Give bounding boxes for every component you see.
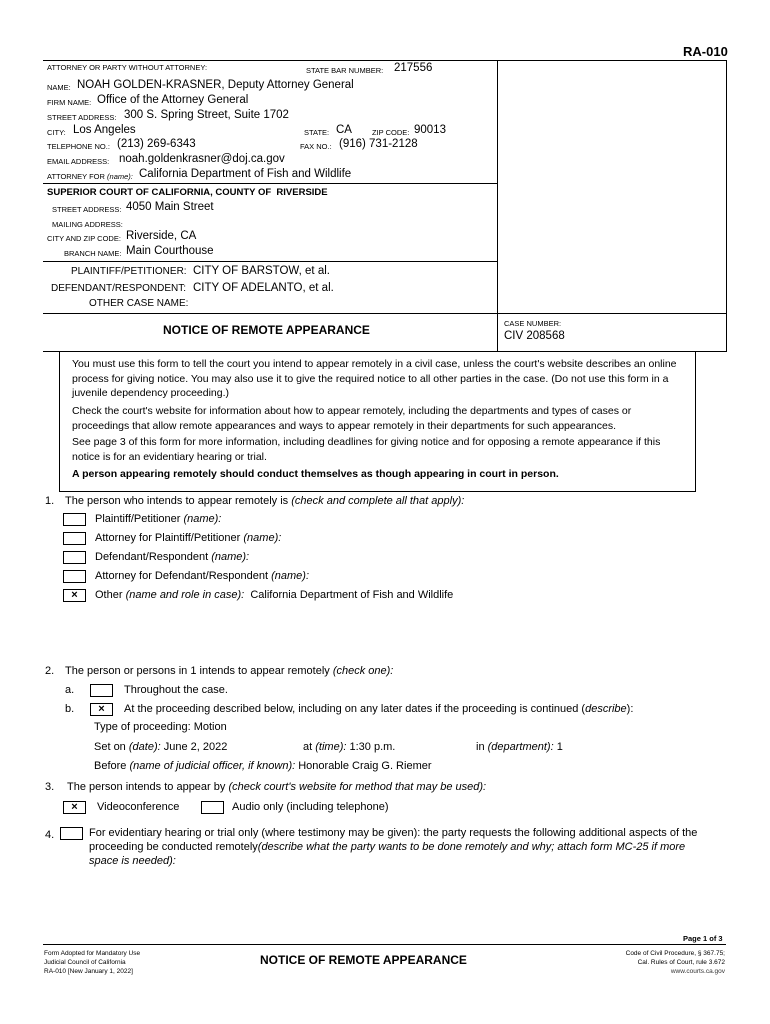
proceeding-type: Type of proceeding: Motion bbox=[94, 721, 227, 733]
defendant-option: Defendant/Respondent (name): bbox=[95, 551, 250, 563]
throughout-checkbox[interactable] bbox=[90, 684, 113, 697]
item1-text: The person who intends to appear remotely is (check and complete all that apply): bbox=[65, 495, 465, 507]
caption-divider bbox=[497, 60, 498, 352]
state-value[interactable]: CA bbox=[336, 124, 352, 136]
fax-label: FAX NO.: bbox=[300, 142, 332, 151]
time-field: at (time): 1:30 p.m. bbox=[303, 741, 396, 753]
adopted-line1: Form Adopted for Mandatory Use bbox=[44, 950, 141, 957]
city-value[interactable]: Los Angeles bbox=[73, 124, 136, 136]
judicial-officer-value: Honorable Craig G. Riemer bbox=[298, 760, 432, 772]
item2-text: The person or persons in 1 intends to appear remotely (check one): bbox=[65, 665, 394, 677]
item4-line3: space is needed): bbox=[89, 855, 176, 867]
caption-court-divider bbox=[43, 183, 497, 184]
footer-cite2: Cal. Rules of Court, rule 3.672 bbox=[637, 959, 725, 966]
item4-line1: For evidentiary hearing or trial only (where testimony may be given): the party requests the following additional aspects of the bbox=[89, 827, 698, 839]
attorney-defendant-option: Attorney for Defendant/Respondent (name): bbox=[95, 570, 310, 582]
court-street-value[interactable]: 4050 Main Street bbox=[126, 201, 214, 213]
item2-number: 2. bbox=[45, 665, 55, 677]
footer-rule bbox=[43, 944, 726, 945]
footer-website[interactable]: www.courts.ca.gov bbox=[670, 968, 725, 975]
form-id: RA-010 bbox=[683, 44, 728, 59]
evidentiary-checkbox[interactable] bbox=[60, 827, 83, 840]
throughout-option: Throughout the case. bbox=[124, 684, 228, 696]
attorney-header: ATTORNEY OR PARTY WITHOUT ATTORNEY: bbox=[47, 63, 208, 72]
other-checkbox[interactable]: × bbox=[63, 589, 86, 602]
attorney-plaintiff-option: Attorney for Plaintiff/Petitioner (name): bbox=[95, 532, 282, 544]
adopted-line2: Judicial Council of California bbox=[44, 959, 126, 966]
other-value: California Department of Fish and Wildlife bbox=[250, 589, 454, 601]
phone-label: TELEPHONE NO.: bbox=[47, 142, 110, 151]
instructions-paragraph-2: Check the court's website for information about how to appear remotely, including the departments and types of cases or proceedings that allow remote appearances and ways to appear remotely in their departments for such appearances. bbox=[72, 405, 632, 432]
defendant-value[interactable]: CITY OF ADELANTO, et al. bbox=[193, 282, 334, 294]
footer-cite1: Code of Civil Procedure, § 367.75; bbox=[625, 950, 725, 957]
zip-value[interactable]: 90013 bbox=[414, 124, 446, 136]
caption-right-border bbox=[726, 60, 727, 352]
phone-value[interactable]: (213) 269-6343 bbox=[117, 138, 196, 150]
videoconference-checkbox[interactable]: × bbox=[63, 801, 86, 814]
adopted-line3: RA-010 [New January 1, 2022] bbox=[44, 968, 133, 975]
state-bar-label: STATE BAR NUMBER: bbox=[306, 66, 384, 75]
instructions-paragraph-4: A person appearing remotely should conduct themselves as though appearing in court in person. bbox=[72, 468, 559, 480]
item2-b-letter: b. bbox=[65, 703, 75, 715]
state-bar-value[interactable]: 217556 bbox=[394, 62, 433, 74]
firm-label: FIRM NAME: bbox=[47, 98, 92, 107]
court-street-label: STREET ADDRESS: bbox=[52, 205, 122, 214]
case-number-value[interactable]: CIV 208568 bbox=[504, 330, 565, 342]
audio-checkbox[interactable] bbox=[201, 801, 224, 814]
name-label: NAME: bbox=[47, 83, 71, 92]
court-mailing-label: MAILING ADDRESS: bbox=[52, 220, 123, 229]
caption-title-divider bbox=[43, 313, 726, 314]
plaintiff-value[interactable]: CITY OF BARSTOW, et al. bbox=[193, 265, 330, 277]
city-label: CITY: bbox=[47, 128, 66, 137]
other-option: Other (name and role in case): California Department of Fish and Wildlife bbox=[95, 589, 454, 601]
street-value[interactable]: 300 S. Spring Street, Suite 1702 bbox=[124, 109, 289, 121]
attorney-for-label: ATTORNEY FOR (name): bbox=[47, 172, 133, 181]
instructions-paragraph-3: See page 3 of this form for more information, including deadlines for giving notice and for opposing a remote appearance if this notice is for an evidentiary hearing or trial. bbox=[72, 436, 661, 463]
judicial-officer: Before (name of judicial officer, if known): Honorable Craig G. Riemer bbox=[94, 760, 432, 772]
zip-label: ZIP CODE: bbox=[372, 128, 410, 137]
case-number-label: CASE NUMBER: bbox=[504, 319, 562, 328]
proceeding-type-value: Motion bbox=[193, 721, 227, 733]
firm-value[interactable]: Office of the Attorney General bbox=[97, 94, 249, 106]
page-number: Page 1 of 3 bbox=[683, 934, 723, 943]
fax-value[interactable]: (916) 731-2128 bbox=[339, 138, 418, 150]
attorney-defendant-checkbox[interactable] bbox=[63, 570, 86, 583]
court-city-zip-label: CITY AND ZIP CODE: bbox=[47, 234, 121, 243]
plaintiff-checkbox[interactable] bbox=[63, 513, 86, 526]
instructions-box bbox=[59, 351, 696, 492]
defendant-checkbox[interactable] bbox=[63, 551, 86, 564]
caption-parties-divider bbox=[43, 261, 497, 262]
item2-a-letter: a. bbox=[65, 684, 75, 696]
date-value: June 2, 2022 bbox=[163, 741, 228, 753]
defendant-label: DEFENDANT/RESPONDENT: bbox=[51, 283, 187, 294]
plaintiff-option: Plaintiff/Petitioner (name): bbox=[95, 513, 222, 525]
footer-title: NOTICE OF REMOTE APPEARANCE bbox=[260, 953, 467, 967]
proceeding-checkbox[interactable]: × bbox=[90, 703, 113, 716]
email-value[interactable]: noah.goldenkrasner@doj.ca.gov bbox=[119, 153, 285, 165]
videoconference-option: Videoconference bbox=[97, 801, 180, 813]
proceeding-option: At the proceeding described below, including on any later dates if the proceeding is continued (describe): bbox=[124, 703, 634, 715]
audio-option: Audio only (including telephone) bbox=[232, 801, 389, 813]
court-branch-value[interactable]: Main Courthouse bbox=[126, 245, 214, 257]
caption-top-border bbox=[43, 60, 726, 61]
form-title: NOTICE OF REMOTE APPEARANCE bbox=[163, 323, 370, 337]
state-label: STATE: bbox=[304, 128, 330, 137]
item1-number: 1. bbox=[45, 495, 55, 507]
set-on-date: Set on (date): June 2, 2022 bbox=[94, 741, 228, 753]
attorney-for-value[interactable]: California Department of Fish and Wildlife bbox=[139, 168, 352, 180]
court-city-zip-value[interactable]: Riverside, CA bbox=[126, 230, 197, 242]
time-value: 1:30 p.m. bbox=[349, 741, 396, 753]
court-branch-label: BRANCH NAME: bbox=[64, 249, 122, 258]
item3-text: The person intends to appear by (check court's website for method that may be used): bbox=[67, 781, 487, 793]
item4-number: 4. bbox=[45, 829, 55, 841]
attorney-plaintiff-checkbox[interactable] bbox=[63, 532, 86, 545]
department-field: in (department): 1 bbox=[476, 741, 563, 753]
item4-line2: proceeding be conducted remotely(describe what the party wants to be done remotely and why; attach form MC-25 if more bbox=[89, 841, 686, 853]
name-value[interactable]: NOAH GOLDEN-KRASNER, Deputy Attorney General bbox=[77, 79, 354, 91]
other-case-label: OTHER CASE NAME: bbox=[89, 298, 189, 309]
department-value: 1 bbox=[556, 741, 563, 753]
court-header: SUPERIOR COURT OF CALIFORNIA, COUNTY OF RIVERSIDE bbox=[47, 187, 328, 198]
item3-number: 3. bbox=[45, 781, 55, 793]
email-label: EMAIL ADDRESS: bbox=[47, 157, 110, 166]
street-label: STREET ADDRESS: bbox=[47, 113, 117, 122]
instructions-paragraph-1: You must use this form to tell the court you intend to appear remotely in a civil case, unless the court's website describes an online process for giving notice. You may also use it to give the required notice to all other parties in the case. (Do not use this form in a juvenile dependency proceeding.) bbox=[72, 358, 677, 399]
plaintiff-label: PLAINTIFF/PETITIONER: bbox=[71, 266, 187, 277]
